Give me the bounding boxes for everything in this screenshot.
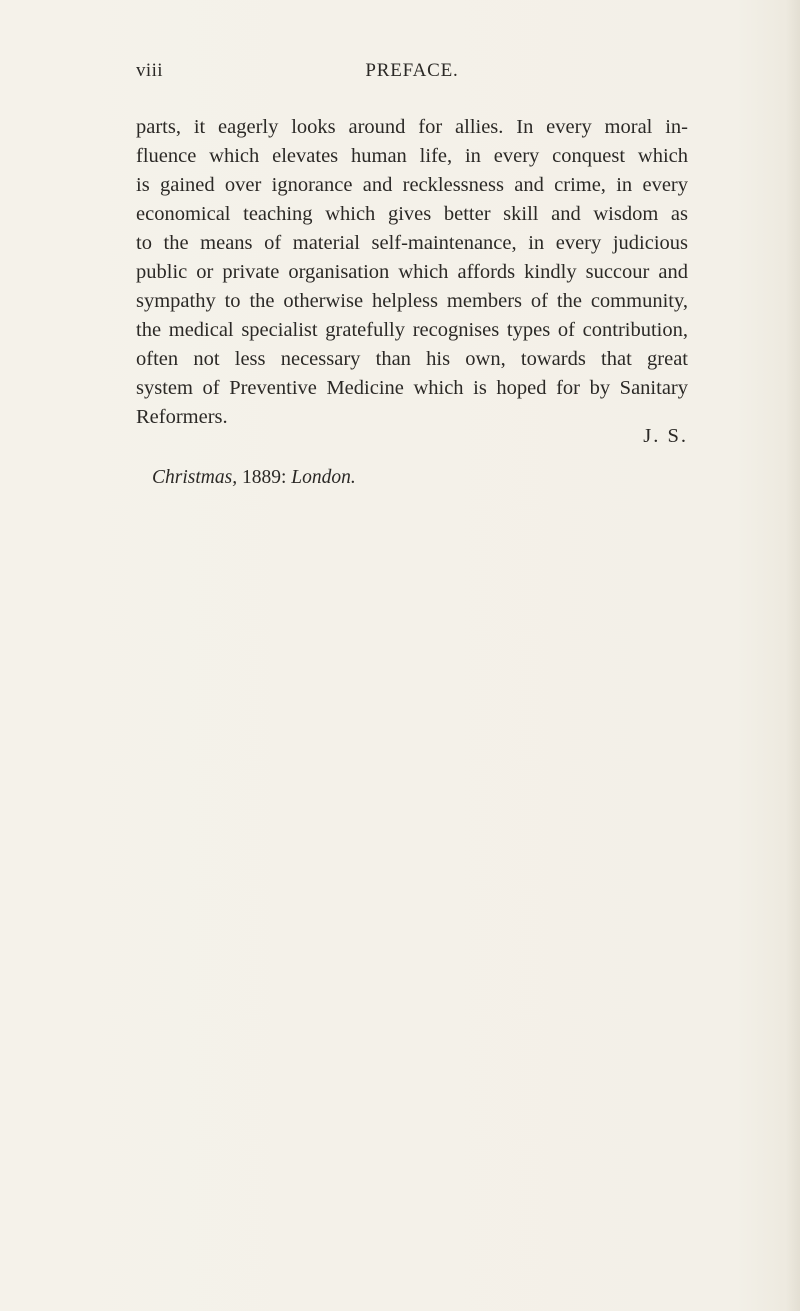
page-header — [136, 60, 688, 86]
text-line: often not less necessary than his own, towards that great — [136, 348, 688, 370]
running-title: PREFACE. — [365, 60, 459, 81]
author-initials: J. S. — [643, 425, 688, 447]
text-line: economical teaching which gives better skill and wisdom as — [136, 203, 688, 225]
text-line: to the means of material self-maintenance, in every judicious — [136, 232, 688, 254]
text-line: fluence which elevates human life, in every conquest which — [136, 145, 688, 167]
page-edge-shadow — [786, 0, 800, 1311]
dateline — [152, 467, 356, 489]
text-line: system of Preventive Medicine which is hoped for by Sanitary — [136, 377, 688, 399]
dateline-place: London. — [291, 467, 356, 488]
text-line: sympathy to the otherwise helpless members of the community, — [136, 290, 688, 312]
text-line: is gained over ignorance and recklessness and crime, in every — [136, 174, 688, 196]
dateline-season: Christmas, — [152, 467, 238, 488]
dateline-year: 1889: — [241, 467, 287, 488]
preface-paragraph — [136, 113, 688, 432]
text-line: Reformers. — [136, 406, 228, 428]
page-number: viii — [136, 60, 163, 81]
text-line: public or private organisation which affords kindly succour and — [136, 261, 688, 283]
text-line: parts, it eagerly looks around for allies. In every moral in- — [136, 116, 688, 138]
text-line: the medical specialist gratefully recognises types of contribution, — [136, 319, 688, 341]
